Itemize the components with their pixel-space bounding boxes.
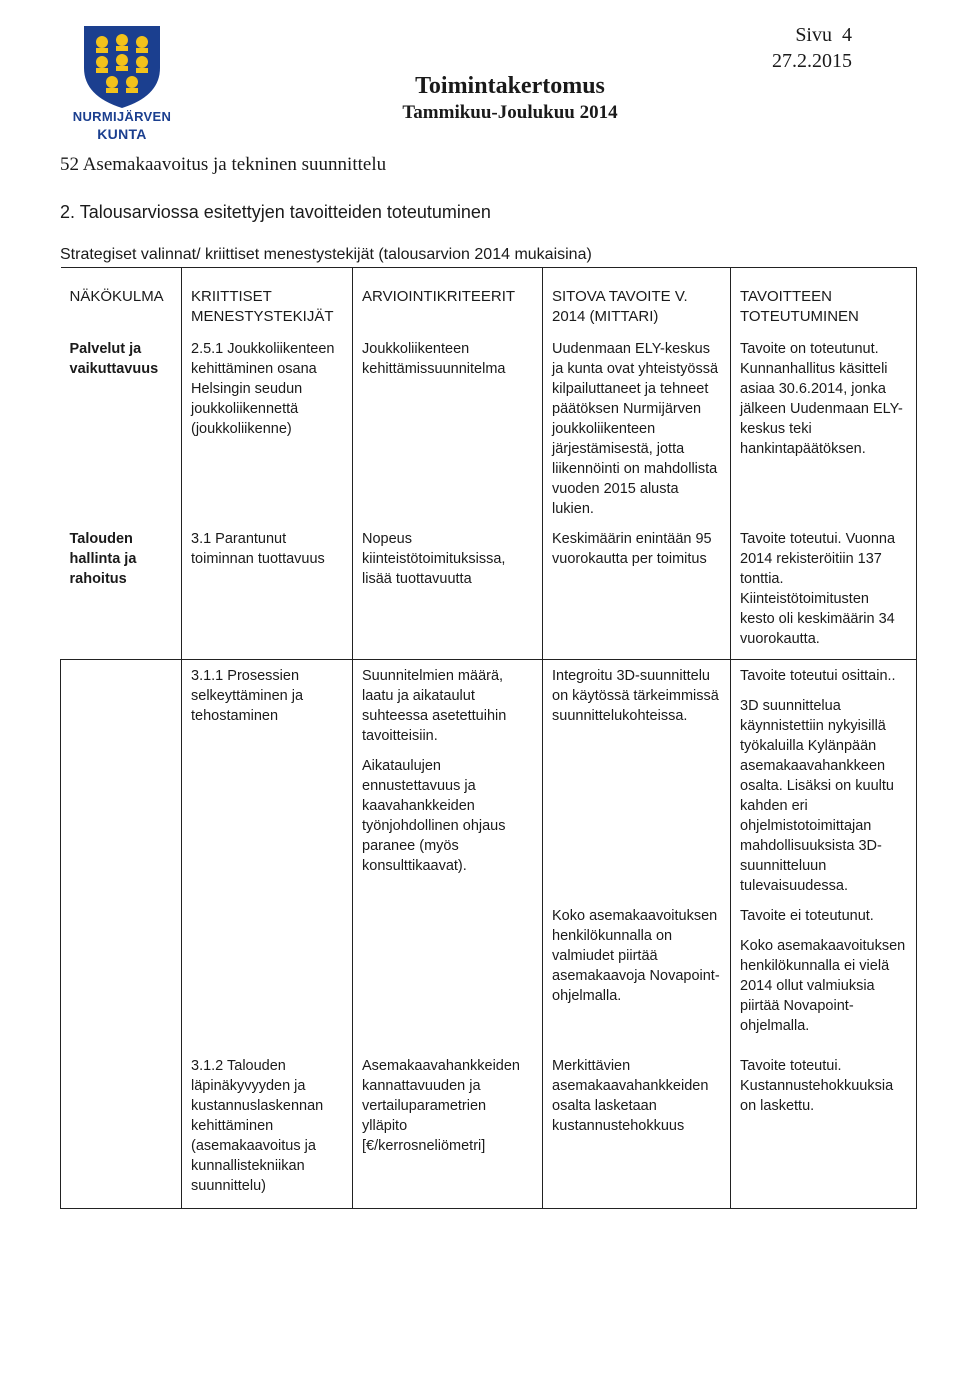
result-text: Koko asemakaavoituksen henkilökunnalla ei vielä 2014 ollut valmiuksia piirtää Novapoint-ohjelmalla. — [740, 938, 906, 1034]
cell-target: Uudenmaan ELY-keskus ja kunta ovat yhteistyössä kilpailuttaneet ja tehneet päätöksen Nurmijärven joukkoliikenteen järjestämisestä, jotta liikennöinti on mahdollista vuoden 2015 alusta lukien. — [543, 337, 731, 527]
result-text: 3D suunnittelua käynnistettiin nykyisillä työkaluilla Kylänpään asemakaavahankkeen osalta. Lisäksi on kuultu kahden eri ohjelmistotoimittajan mahdollisuuksista 3D-suunnitteluun tulevaisuudessa. — [740, 698, 894, 894]
cell-result — [731, 896, 917, 1036]
header-critical-success-factors: KRIITTISET MENESTYSTEKIJÄT — [182, 268, 353, 338]
result-text: Tavoite toteutui. Vuonna 2014 rekisteröitiin 137 tonttia. Kiinteistötoimitusten kesto oli keskimäärin 34 vuorokautta. — [740, 531, 896, 647]
criteria-text: Suunnitelmien määrä, laatu ja aikataulut suhteessa asetettuihin tavoitteisiin. — [362, 668, 507, 744]
section-subtitle: Strategiset valinnat/ kriittiset menestystekijät (talousarvion 2014 mukaisina) — [60, 246, 592, 263]
cell-criteria — [353, 1036, 543, 1209]
table-row — [61, 660, 917, 897]
result-text: Tavoite toteutui. Kustannustehokkuuksia on laskettu. — [740, 1058, 894, 1114]
section-title: 2. Talousarviossa esitettyjen tavoitteiden toteutuminen — [60, 202, 491, 222]
header-target-realization: TAVOITTEEN TOTEUTUMINEN — [731, 268, 917, 338]
cell-result — [731, 1036, 917, 1209]
cell-target: Koko asemakaavoituksen henkilökunnalla on valmiudet piirtää asemakaavoja Novapoint-ohjelmalla. — [543, 896, 731, 1036]
header-evaluation-criteria: ARVIOINTIKRITEERIT — [353, 268, 543, 338]
criteria-text: Joukkoliikenteen kehittämissuunnitelma — [362, 341, 506, 377]
table-row — [61, 527, 917, 660]
page-number: Sivu 4 — [795, 24, 852, 46]
result-text: Tavoite on toteutunut. Kunnanhallitus käsitteli asiaa 30.6.2014, jonka jälkeen Uudenmaan ELY-keskus teki hankintapäätöksen. — [740, 341, 903, 457]
cell-csf: 3.1.1 Prosessien selkeyttäminen ja tehostaminen — [182, 660, 353, 897]
table-row — [61, 1036, 917, 1209]
unit-title: 52 Asemakaavoitus ja tekninen suunnittelu — [60, 154, 387, 175]
cell-result — [731, 527, 917, 660]
cell-criteria — [353, 527, 543, 660]
cell-perspective — [61, 660, 182, 897]
header-perspective: NÄKÖKULMA — [61, 268, 182, 338]
cell-perspective: Talouden hallinta ja rahoitus — [69, 531, 137, 587]
cell-result — [731, 660, 917, 897]
cell-csf: 3.1.2 Talouden läpinäkyvyyden ja kustannuslaskennan kehittäminen (asemakaavoitus ja kunnallistekniikan suunnittelu) — [182, 1036, 353, 1209]
coat-of-arms-icon — [62, 22, 182, 110]
cell-perspective: Palvelut ja vaikuttavuus — [69, 341, 159, 377]
result-text: Tavoite ei toteutunut. — [740, 908, 874, 924]
cell-csf: 2.5.1 Joukkoliikenteen kehittäminen osana Helsingin seudun joukkoliikennettä (joukkoliikenne) — [182, 337, 353, 527]
table-header-row — [61, 268, 917, 338]
result-text: Tavoite toteutui osittain.. — [740, 668, 896, 684]
logo-line-2: KUNTA — [97, 126, 147, 142]
document-date: 27.2.2015 — [772, 50, 852, 72]
logo-line-1: NURMIJÄRVEN — [72, 109, 172, 124]
document-title: Toimintakertomus — [415, 73, 605, 99]
goals-table — [60, 267, 917, 1209]
cell-criteria — [353, 337, 543, 527]
cell-target: Keskimäärin enintään 95 vuorokautta per toimitus — [543, 527, 731, 660]
criteria-text: Nopeus kiinteistötoimituksissa, lisää tuottavuutta — [362, 531, 506, 587]
cell-csf: 3.1 Parantunut toiminnan tuottavuus — [182, 527, 353, 660]
cell-result — [731, 337, 917, 527]
table-row — [61, 337, 917, 527]
cell-target: Integroitu 3D-suunnittelu on käytössä tärkeimmissä suunnittelukohteissa. — [543, 660, 731, 897]
cell-perspective — [61, 896, 182, 1036]
municipality-logo — [62, 22, 182, 152]
document-period: Tammikuu-Joulukuu 2014 — [402, 102, 618, 123]
cell-criteria — [353, 660, 543, 897]
cell-perspective — [61, 1036, 182, 1209]
cell-target: Merkittävien asemakaavahankkeiden osalta lasketaan kustannustehokkuus — [543, 1036, 731, 1209]
cell-csf — [182, 896, 353, 1036]
criteria-text: Aikataulujen ennustettavuus ja kaavahankkeiden työnjohdollinen ohjaus paranee (myös konsulttikaavat). — [362, 758, 506, 874]
header-binding-target: SITOVA TAVOITE V. 2014 (MITTARI) — [543, 268, 731, 338]
criteria-text: Asemakaavahankkeiden kannattavuuden ja vertailuparametrien ylläpito [€/kerrosneliömetri] — [362, 1058, 520, 1154]
cell-criteria — [353, 896, 543, 1036]
table-row — [61, 896, 917, 1036]
